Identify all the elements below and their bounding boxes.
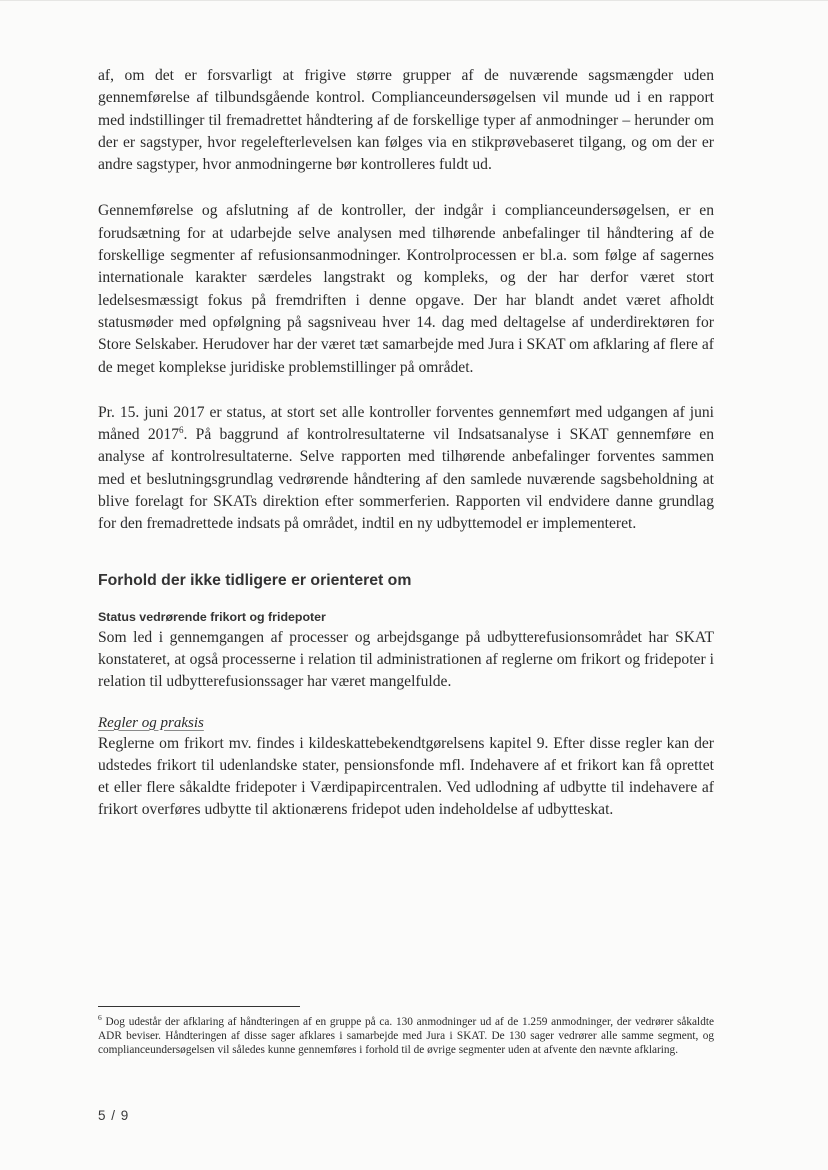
footnote-text: Dog udestår der afklaring af håndteringen af en gruppe på ca. 130 anmodninger ud af de 1.259 anmodninger, der vedrører såkaldte ADR beviser. Håndteringen af disse sager afklares i samarbejde med Jura i SKAT. De 130 sager vedrører alle samme segment, og complianceundersøgelsen vil således kunne gennemføres i forhold til de øvrige segmenter uden at afvente den nævnte afklaring. <box>98 1016 715 1057</box>
footnote-divider <box>98 1006 300 1007</box>
paragraph-status-june-2017 <box>98 402 714 536</box>
paragraph-control-process: Gennemførelse og afslutning af de kontroller, der indgår i complianceundersøgelsen, er en forudsætning for at udarbejde selve analysen med tilhørende anbefalinger til håndtering af de forskellige segmenter af refusionsanmodninger. Kontrolprocessen er bl.a. som følge af sagernes internationale karakter særdeles langstrakt og kompleks, og der har derfor været stort ledelsesmæssigt fokus på fremdriften i denne opgave. Der har blandt andet været afholdt statusmøder med opfølgning på sagsniveau hver 14. dag med deltagelse af underdirektøren for Store Selskaber. Herudover har der været tæt samarbejde med Jura i SKAT om afklaring af flere af de meget komplekse juridiske problemstillinger på området. <box>98 202 714 376</box>
page-body <box>98 65 714 844</box>
subsection-heading: Status vedrørende frikort og fridepoter <box>98 609 326 624</box>
paragraph-rules: Reglerne om frikort mv. findes i kildeskattebekendtgørelsens kapitel 9. Efter disse regler kan der udstedes frikort til udenlandske stater, pensionsfonde mfl. Indehavere af et frikort kan få oprettet et eller flere såkaldte fridepoter i Værdipapircentralen. Ved udlodning af udbytte til indehavere af frikort overføres udbytte til aktionærens fridepot uden indeholdelse af udbytteskat. <box>98 734 714 819</box>
page-number: 5 / 9 <box>98 1108 130 1123</box>
footnote <box>98 1015 714 1058</box>
section-heading: Forhold der ikke tidligere er orienteret om <box>98 571 412 589</box>
paragraph-status-text-start: Pr. 15. juni 2017 er status, at stort set alle kontroller forventes gennemført med udgangen af juni måned 2017 <box>98 403 714 444</box>
footnote-reference: 6 <box>179 424 184 435</box>
paragraph-frikort-status: Som led i gennemgangen af processer og arbejdsgange på udbytterefusionsområdet har SKAT konstateret, at også processerne i relation til administrationen af reglerne om frikort og fridepoter i relation til udbytterefusionssager har været mangelfulde. <box>98 628 714 691</box>
paragraph-compliance-report: af, om det er forsvarligt at frigive større grupper af de nuværende sagsmængder uden gennemførelse af tilbundsgående kontrol. Complianceundersøgelsen vil munde ud i en rapport med indstillinger til fremadrettet håndtering af de forskellige typer af anmodninger – herunder om der er sagstyper, hvor regelefterlevelsen kan følges via en stikprøvebaseret tilgang, og om der er andre sagstyper, hvor anmodningerne bør kontrolleres fuldt ud. <box>98 67 714 174</box>
paragraph-status-text-end: . På baggrund af kontrolresultaterne vil Indsatsanalyse i SKAT gennemføre en analyse af kontrolresultaterne. Selve rapporten med tilhørende anbefalinger forventes sammen med et beslutningsgrundlag vedrørende håndtering af den samlede nuværende sagsbeholdning at blive forelagt for SKATs direktion efter sommerferien. Rapporten vil endvidere danne grundlag for den fremadrettede indsats på området, indtil en ny udbyttemodel er implementeret. <box>98 426 714 533</box>
footnote-marker: 6 <box>98 1013 102 1023</box>
subheading-rules-and-practice: Regler og praksis <box>98 714 204 731</box>
